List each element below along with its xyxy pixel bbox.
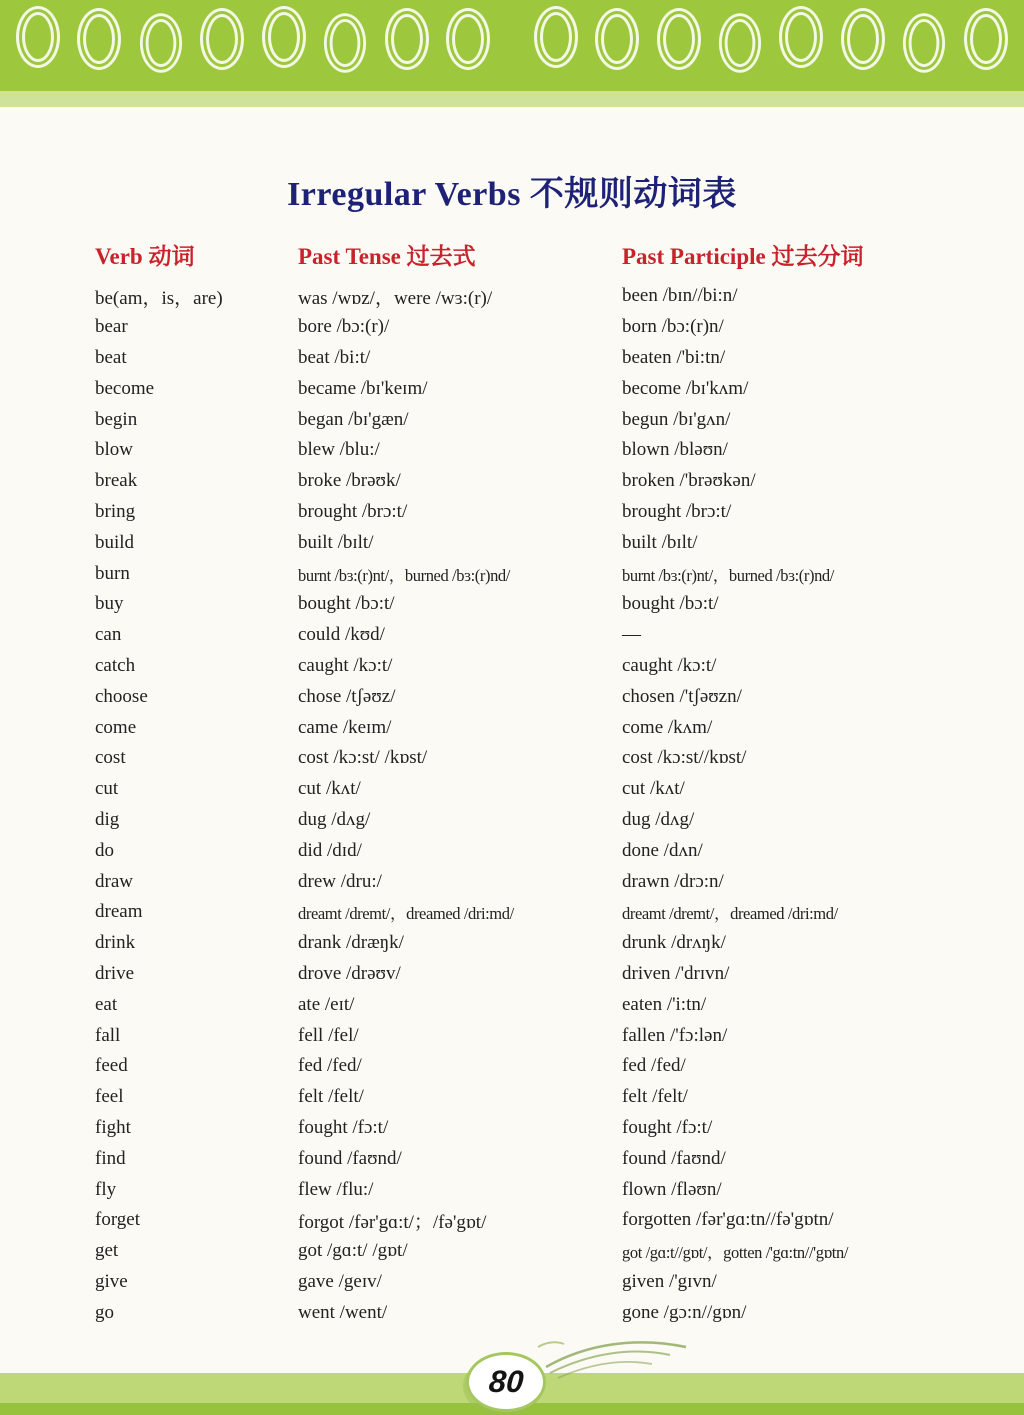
past-tense-cell: chose /tʃəʊz/	[298, 685, 396, 707]
past-tense-cell: caught /kɔ:t/	[298, 654, 393, 676]
past-tense-cell: bore /bɔ:(r)/	[298, 316, 390, 338]
table-row	[95, 1236, 1024, 1267]
table-row	[95, 281, 1024, 312]
verb-cell: fall	[95, 1024, 121, 1046]
past-tense-cell: felt /felt/	[298, 1086, 364, 1108]
circle-ornament-icon	[16, 6, 60, 68]
circle-ornament-icon	[657, 8, 701, 70]
irregular-verbs-table	[0, 238, 1024, 1328]
table-row	[95, 373, 1024, 404]
table-row	[95, 681, 1024, 712]
table-row	[95, 1113, 1024, 1144]
past-participle-cell: fought /fɔ:t/	[622, 1116, 713, 1138]
past-tense-cell: ate /eɪt/	[298, 993, 355, 1015]
table-row	[95, 897, 1024, 928]
verb-cell: fight	[95, 1116, 131, 1138]
past-participle-cell: beaten /'bi:tn/	[622, 346, 726, 368]
table-header-row	[95, 238, 1024, 271]
circle-ornament-icon	[77, 8, 121, 70]
verb-cell: burn	[95, 562, 130, 584]
circle-ornament-icon	[200, 8, 244, 70]
table-row	[95, 1143, 1024, 1174]
circle-ornament-icon	[719, 13, 761, 73]
past-participle-cell: brought /brɔ:t/	[622, 500, 732, 522]
circle-ornament-icon	[595, 8, 639, 70]
swoosh-icon	[528, 1333, 708, 1385]
table-row	[95, 589, 1024, 620]
past-participle-cell: gone /gɔ:n//gɒn/	[622, 1301, 747, 1323]
past-tense-cell: got /gɑ:t/ /gɒt/	[298, 1240, 408, 1262]
past-tense-cell: brought /brɔ:t/	[298, 500, 408, 522]
verb-cell: bear	[95, 316, 128, 338]
past-participle-cell: cost /kɔ:st//kɒst/	[622, 747, 747, 769]
verb-cell: choose	[95, 685, 148, 707]
past-participle-cell: dug /dʌg/	[622, 808, 695, 830]
past-participle-cell: found /faʊnd/	[622, 1147, 726, 1169]
column-header-verb: Verb 动词	[95, 244, 195, 269]
verb-cell: begin	[95, 408, 138, 430]
table-row	[95, 1205, 1024, 1236]
verb-cell: drive	[95, 962, 135, 984]
header-band-strip	[0, 91, 1024, 107]
table-row	[95, 497, 1024, 528]
verb-cell: beat	[95, 346, 127, 368]
table-row	[95, 1051, 1024, 1082]
past-participle-cell: been /bɪn//bi:n/	[622, 285, 738, 307]
table-row	[95, 835, 1024, 866]
table-row	[95, 558, 1024, 589]
table-row	[95, 1082, 1024, 1113]
past-tense-cell: fought /fɔ:t/	[298, 1116, 389, 1138]
past-participle-cell: burnt /bɜ:(r)nt/，burned /bɜ:(r)nd/	[622, 565, 834, 585]
past-tense-cell: fell /fel/	[298, 1024, 359, 1046]
circle-ornament-icon	[446, 8, 490, 70]
past-tense-cell: beat /bi:t/	[298, 346, 371, 368]
table-row	[95, 651, 1024, 682]
past-participle-cell: built /bɪlt/	[622, 531, 698, 553]
table-row	[95, 620, 1024, 651]
verb-cell: eat	[95, 993, 118, 1015]
table-body	[95, 281, 1024, 1328]
circle-ornament-icon	[903, 13, 945, 73]
verb-cell: become	[95, 377, 155, 399]
circle-ornament-icon	[385, 8, 429, 70]
verb-cell: catch	[95, 654, 136, 676]
past-participle-cell: chosen /'tʃəʊzn/	[622, 685, 742, 707]
past-participle-cell: bought /bɔ:t/	[622, 593, 719, 615]
past-tense-cell: cut /kʌt/	[298, 778, 361, 800]
past-tense-cell: was /wɒz/，were /wɜ:(r)/	[298, 287, 493, 309]
past-participle-cell: done /dʌn/	[622, 839, 703, 861]
circle-ornament-icon	[779, 6, 823, 68]
table-row	[95, 404, 1024, 435]
past-participle-cell: felt /felt/	[622, 1086, 688, 1108]
table-row	[95, 527, 1024, 558]
circle-ornament-icon	[140, 13, 182, 73]
circle-ornament-icon	[324, 13, 366, 73]
past-participle-cell: blown /bləʊn/	[622, 439, 728, 461]
past-participle-cell: broken /'brəʊkən/	[622, 470, 756, 492]
past-participle-cell: given /'gɪvn/	[622, 1270, 717, 1292]
past-participle-cell: caught /kɔ:t/	[622, 654, 717, 676]
verb-cell: give	[95, 1270, 128, 1292]
table-row	[95, 866, 1024, 897]
past-participle-cell: born /bɔ:(r)n/	[622, 316, 724, 338]
past-tense-cell: blew /blu:/	[298, 439, 380, 461]
verb-cell: build	[95, 531, 135, 553]
verb-cell: get	[95, 1240, 119, 1262]
past-tense-cell: drank /dræŋk/	[298, 932, 404, 954]
table-row	[95, 312, 1024, 343]
table-row	[95, 959, 1024, 990]
past-participle-cell: drunk /drʌŋk/	[622, 932, 726, 954]
verb-cell: drink	[95, 932, 136, 954]
verb-cell: find	[95, 1147, 126, 1169]
past-tense-cell: built /bɪlt/	[298, 531, 374, 553]
page-number: 80	[487, 1364, 525, 1399]
verb-cell: cost	[95, 747, 126, 769]
table-row	[95, 435, 1024, 466]
past-tense-cell: broke /brəʊk/	[298, 470, 401, 492]
verb-cell: do	[95, 839, 114, 861]
table-row	[95, 343, 1024, 374]
verb-cell: forget	[95, 1209, 141, 1231]
verb-cell: dig	[95, 808, 120, 830]
circle-ornament-icon	[841, 8, 885, 70]
past-tense-cell: did /dɪd/	[298, 839, 362, 861]
past-tense-cell: forgot /fər'gɑ:t/；/fə'gɒt/	[298, 1211, 487, 1233]
table-row	[95, 1174, 1024, 1205]
past-tense-cell: drove /drəʊv/	[298, 962, 401, 984]
past-participle-cell: fallen /'fɔ:lən/	[622, 1024, 728, 1046]
past-tense-cell: flew /flu:/	[298, 1178, 374, 1200]
past-tense-cell: went /went/	[298, 1301, 388, 1323]
table-row	[95, 805, 1024, 836]
table-row	[95, 743, 1024, 774]
past-tense-cell: became /bɪ'keɪm/	[298, 377, 428, 399]
verb-cell: fly	[95, 1178, 117, 1200]
ring-ornament-row	[0, 8, 1024, 70]
column-header-past-participle: Past Participle 过去分词	[622, 244, 864, 269]
past-participle-cell: got /gɑ:t//gɒt/，gotten /'gɑ:tn//'gɒtn/	[622, 1243, 849, 1263]
past-tense-cell: could /kʊd/	[298, 624, 385, 646]
table-row	[95, 1267, 1024, 1298]
past-tense-cell: drew /dru:/	[298, 870, 382, 892]
past-participle-cell: drawn /drɔ:n/	[622, 870, 724, 892]
verb-cell: bring	[95, 500, 136, 522]
past-participle-cell: fed /fed/	[622, 1055, 686, 1077]
past-tense-cell: dreamt /dremt/，dreamed /dri:md/	[298, 904, 514, 924]
table-row	[95, 712, 1024, 743]
past-tense-cell: dug /dʌg/	[298, 808, 371, 830]
verb-cell: feel	[95, 1086, 124, 1108]
verb-cell: can	[95, 624, 122, 646]
past-participle-cell: eaten /'i:tn/	[622, 993, 707, 1015]
verb-cell: be(am，is，are)	[95, 287, 223, 309]
verb-cell: feed	[95, 1055, 128, 1077]
past-tense-cell: fed /fed/	[298, 1055, 362, 1077]
decorative-header-band	[0, 0, 1024, 91]
past-tense-cell: began /bɪ'gæn/	[298, 408, 409, 430]
table-row	[95, 466, 1024, 497]
past-participle-cell: driven /'drɪvn/	[622, 962, 730, 984]
verb-cell: cut	[95, 778, 119, 800]
past-participle-cell: begun /bɪ'gʌn/	[622, 408, 731, 430]
circle-ornament-icon	[534, 6, 578, 68]
page-number-badge	[466, 1352, 546, 1412]
table-row	[95, 1020, 1024, 1051]
table-row	[95, 928, 1024, 959]
past-tense-cell: cost /kɔ:st/ /kɒst/	[298, 747, 428, 769]
verb-cell: come	[95, 716, 137, 738]
column-header-past-tense: Past Tense 过去式	[298, 244, 476, 269]
table-row	[95, 989, 1024, 1020]
past-participle-cell: —	[622, 624, 641, 646]
past-tense-cell: gave /geɪv/	[298, 1270, 382, 1292]
past-tense-cell: found /faʊnd/	[298, 1147, 402, 1169]
past-participle-cell: dreamt /dremt/，dreamed /dri:md/	[622, 904, 838, 924]
verb-cell: go	[95, 1301, 114, 1323]
verb-cell: draw	[95, 870, 133, 892]
circle-ornament-icon	[964, 8, 1008, 70]
verb-cell: break	[95, 470, 138, 492]
past-participle-cell: flown /fləʊn/	[622, 1178, 722, 1200]
past-participle-cell: cut /kʌt/	[622, 778, 685, 800]
past-participle-cell: become /bɪ'kʌm/	[622, 377, 749, 399]
past-tense-cell: bought /bɔ:t/	[298, 593, 395, 615]
table-row	[95, 1297, 1024, 1328]
past-participle-cell: forgotten /fər'gɑ:tn//fə'gɒtn/	[622, 1209, 834, 1231]
page-title: Irregular Verbs 不规则动词表	[287, 176, 737, 213]
past-participle-cell: come /kʌm/	[622, 716, 713, 738]
past-tense-cell: burnt /bɜ:(r)nt/，burned /bɜ:(r)nd/	[298, 565, 510, 585]
verb-cell: buy	[95, 593, 124, 615]
table-row	[95, 774, 1024, 805]
circle-ornament-icon	[262, 6, 306, 68]
verb-cell: blow	[95, 439, 133, 461]
past-tense-cell: came /keɪm/	[298, 716, 392, 738]
verb-cell: dream	[95, 901, 143, 923]
